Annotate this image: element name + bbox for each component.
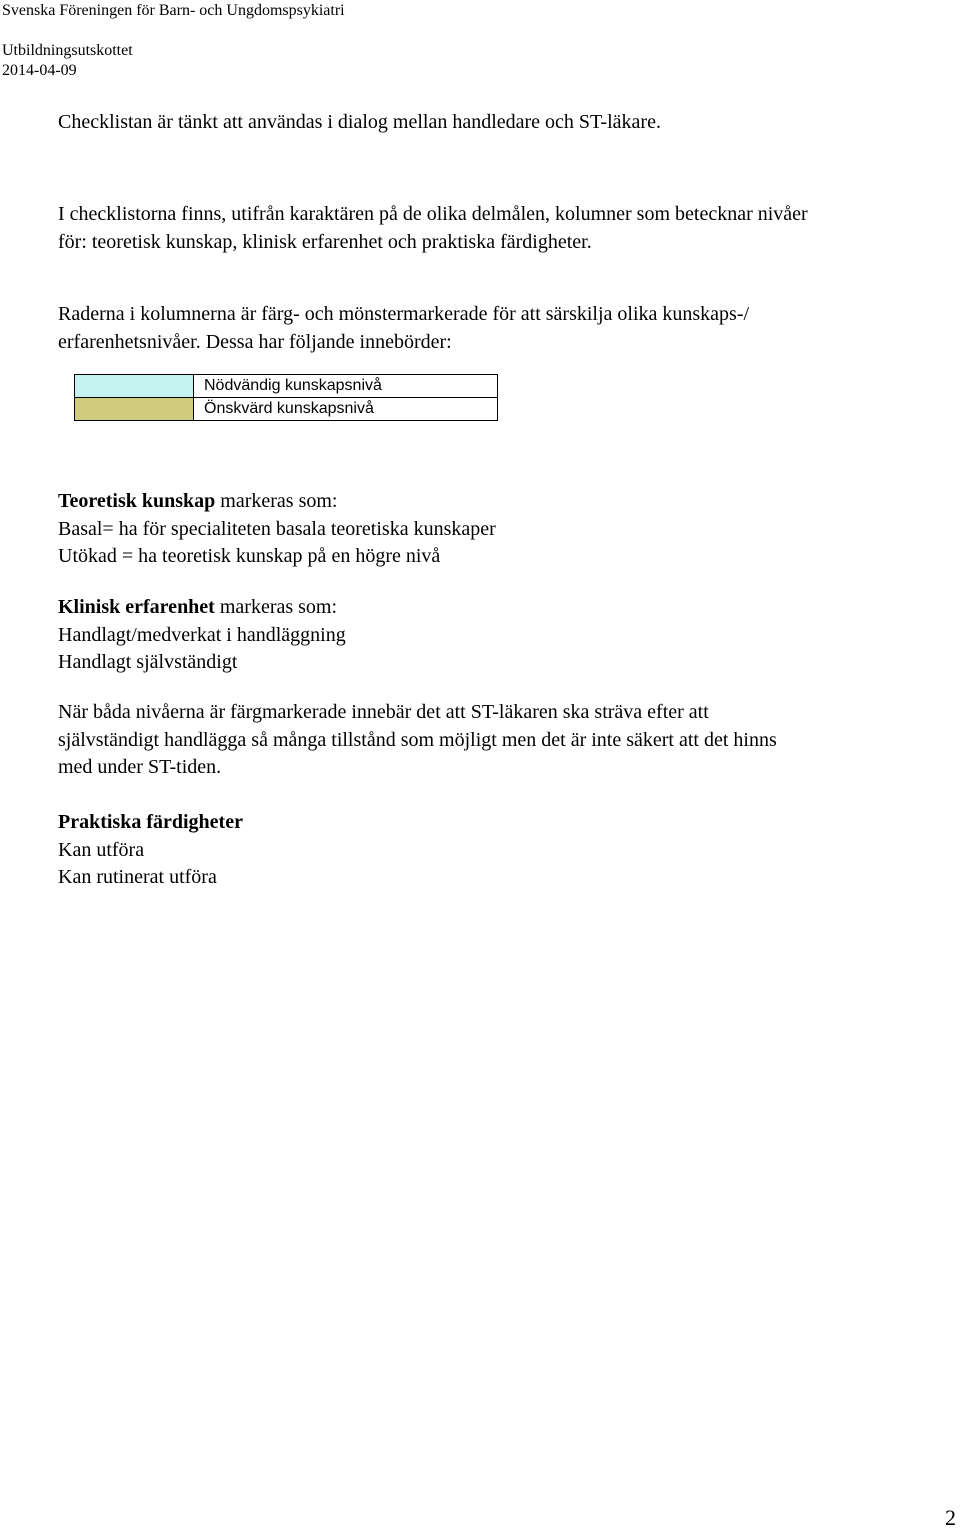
intro-paragraph-3-line-1: Raderna i kolumnerna är färg- och mönstermarkerade för att särskilja olika kunskaps-/ — [58, 303, 750, 325]
legend-label-desired: Önskvärd kunskapsnivå — [194, 398, 498, 421]
intro-paragraph-3-line-2: erfarenhetsnivåer. Dessa har följande innebörder: — [58, 330, 452, 353]
theory-section — [58, 488, 958, 571]
practical-heading: Praktiska färdigheter — [58, 811, 243, 833]
practical-line-can-perform: Kan utföra — [58, 838, 145, 861]
clinical-heading: Klinisk erfarenhet — [58, 596, 215, 618]
both-levels-line-2: självständigt handlägga så många tillstånd som möjligt men det är inte säkert att det hinns — [58, 728, 777, 751]
header-organization: Svenska Föreningen för Barn- och Ungdomspsykiatri — [2, 2, 345, 19]
clinical-line-independent: Handlagt självständigt — [58, 651, 238, 673]
theory-heading: Teoretisk kunskap — [58, 490, 216, 512]
legend-swatch-required — [75, 375, 194, 398]
header-date: 2014-04-09 — [2, 62, 77, 79]
theory-heading-line — [58, 488, 958, 516]
both-levels-line-1: När båda nivåerna är färgmarkerade innebär det att ST-läkaren ska sträva efter att — [58, 701, 709, 723]
clinical-heading-line — [58, 594, 958, 622]
theory-line-basal: Basal= ha för specialiteten basala teoretiska kunskaper — [58, 517, 496, 540]
legend-swatch-desired — [75, 398, 194, 421]
practical-line-routine: Kan rutinerat utföra — [58, 866, 217, 888]
clinical-section — [58, 594, 958, 677]
legend-row-desired — [75, 398, 498, 421]
legend-table — [74, 374, 498, 421]
intro-paragraph-2 — [58, 201, 958, 256]
page-number: 2 — [945, 1505, 956, 1530]
intro-paragraph-1 — [58, 109, 958, 137]
header-committee: Utbildningsutskottet — [2, 42, 133, 59]
legend-label-required: Nödvändig kunskapsnivå — [194, 375, 498, 398]
both-levels-line-3: med under ST-tiden. — [58, 756, 222, 778]
clinical-line-assisted: Handlagt/medverkat i handläggning — [58, 623, 346, 646]
clinical-heading-suffix: markeras som: — [214, 596, 338, 618]
theory-line-extended: Utökad = ha teoretisk kunskap på en högre nivå — [58, 545, 441, 567]
intro-paragraph-3 — [58, 301, 958, 356]
legend-row-required — [75, 375, 498, 398]
intro-paragraph-2-line-1: I checklistorna finns, utifrån karaktären på de olika delmålen, kolumner som betecknar nivåer — [58, 203, 808, 225]
intro-paragraph-2-line-2: för: teoretisk kunskap, klinisk erfarenhet och praktiska färdigheter. — [58, 230, 592, 253]
theory-heading-suffix: markeras som: — [215, 490, 338, 512]
practical-section — [58, 809, 958, 892]
both-levels-paragraph — [58, 699, 958, 782]
intro-paragraph-1-text: Checklistan är tänkt att användas i dialog mellan handledare och ST-läkare. — [58, 111, 661, 133]
